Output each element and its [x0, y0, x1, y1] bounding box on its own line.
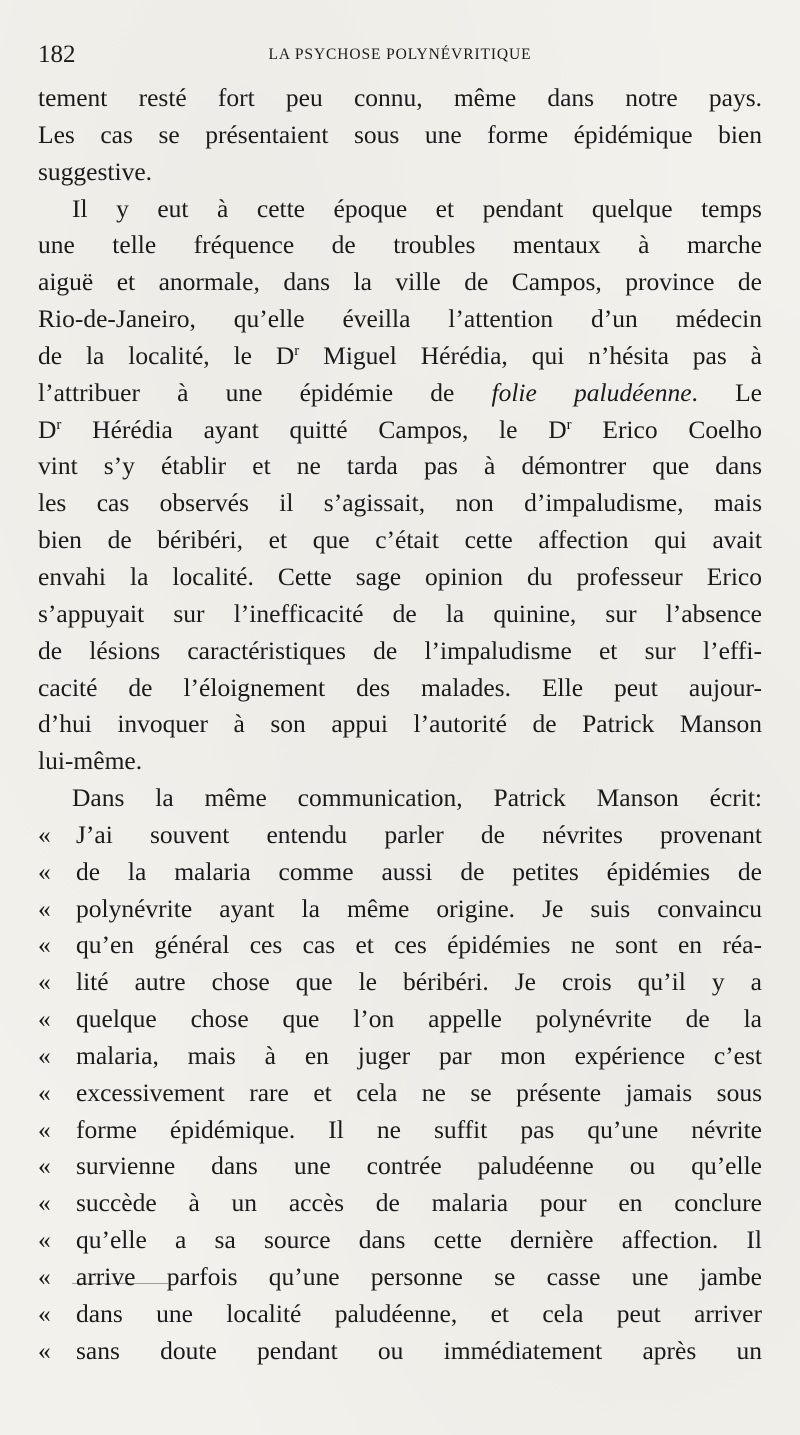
- line-text: lité autre chose que le béribéri. Je crois qu’il y a: [76, 967, 762, 997]
- text-line: [38, 891, 762, 928]
- line-text: quelque chose que l’on appelle polynévrite de la: [76, 1004, 762, 1034]
- footnote-rule: [72, 1283, 168, 1284]
- body-text: [38, 80, 762, 1370]
- text-line: [38, 670, 762, 707]
- line-text: qu’en général ces cas et ces épidémies ne sont en réa-: [76, 930, 762, 960]
- quote-mark: «: [38, 1298, 51, 1328]
- text-line: [38, 596, 762, 633]
- quote-mark: «: [38, 1114, 51, 1144]
- text-line: [38, 927, 762, 964]
- text-line: [38, 1075, 762, 1112]
- line-text: de lésions caractéristiques de l’impaludisme et sur l’effi-: [38, 635, 762, 665]
- line-text: aiguë et anormale, dans la ville de Campos, province de: [38, 267, 762, 297]
- quote-mark: «: [38, 1077, 51, 1107]
- quote-mark: «: [38, 1225, 51, 1255]
- line-text: polynévrite ayant la même origine. Je suis convaincu: [76, 893, 762, 923]
- text-line: [38, 1333, 762, 1370]
- line-text: arrive parfois qu’une personne se casse une jambe: [76, 1262, 762, 1291]
- page-header: [38, 38, 762, 72]
- text-line: [38, 780, 762, 817]
- quote-mark: «: [38, 1040, 51, 1070]
- line-text: bien de béribéri, et que c’était cette affection qui avait: [38, 525, 762, 555]
- line-text: une telle fréquence de troubles mentaux à marche: [38, 230, 762, 260]
- quote-mark: «: [38, 893, 51, 923]
- text-line: [38, 1296, 762, 1333]
- line-text: . Le: [691, 377, 762, 407]
- quote-mark: «: [38, 1335, 51, 1365]
- line-text: Miguel Hérédia, qui n’hésita pas à: [299, 340, 762, 370]
- text-line: [38, 117, 762, 154]
- line-text: Dans la même communication, Patrick Manson écrit:: [72, 783, 762, 813]
- text-line: [38, 854, 762, 891]
- line-text: D: [38, 414, 57, 444]
- quote-mark: «: [38, 819, 51, 849]
- line-text: sans doute pendant ou immédiatement après un: [76, 1335, 762, 1365]
- quote-mark: «: [38, 856, 51, 886]
- line-text: forme épidémique. Il ne suffit pas qu’une névrite: [76, 1114, 762, 1144]
- text-line: [38, 264, 762, 301]
- text-line: [38, 1038, 762, 1075]
- line-text: Il y eut à cette époque et pendant quelque temps: [72, 193, 762, 223]
- superscript: r: [566, 416, 572, 433]
- line-text: suggestive.: [38, 156, 153, 186]
- line-text: de la malaria comme aussi de petites épidémies de: [76, 856, 762, 886]
- line-text: cacité de l’éloignement des malades. Elle peut aujour-: [38, 672, 762, 702]
- text-line: [38, 817, 762, 854]
- line-text: Rio-de-Janeiro, qu’elle éveilla l’attention d’un médecin: [38, 304, 762, 334]
- quote-mark: «: [38, 930, 51, 960]
- line-text: vint s’y établir et ne tarda pas à démontrer que dans: [38, 451, 762, 481]
- text-line: [38, 1259, 762, 1296]
- line-text: les cas observés il s’agissait, non d’impaludisme, mais: [38, 488, 762, 518]
- italic-text: folie paludéenne: [491, 377, 692, 407]
- text-line: [38, 1001, 762, 1038]
- text-line: [38, 80, 762, 117]
- line-text: qu’elle a sa source dans cette dernière affection. Il: [76, 1225, 762, 1255]
- line-text: malaria, mais à en juger par mon expérience c’est: [76, 1040, 762, 1070]
- text-line: [38, 706, 762, 743]
- text-line: [38, 485, 762, 522]
- text-line: [38, 1222, 762, 1259]
- line-text: succède à un accès de malaria pour en conclure: [76, 1188, 762, 1218]
- quote-mark: «: [38, 1004, 51, 1034]
- line-text: excessivement rare et cela ne se présente jamais sous: [76, 1077, 762, 1107]
- quote-mark: «: [38, 1262, 51, 1291]
- text-line: [38, 375, 762, 412]
- line-text: tement resté fort peu connu, même dans notre pays.: [38, 83, 762, 112]
- text-line: [38, 448, 762, 485]
- text-line: [38, 227, 762, 264]
- line-text: lui-même.: [38, 746, 143, 776]
- line-text: de la localité, le D: [38, 340, 295, 370]
- page-number: 182: [38, 41, 76, 68]
- line-text: J’ai souvent entendu parler de névrites provenant: [76, 819, 762, 849]
- line-text: Les cas se présentaient sous une forme épidémique bien: [38, 119, 762, 149]
- text-line: [38, 633, 762, 670]
- quote-mark: «: [38, 967, 51, 997]
- superscript: r: [56, 416, 62, 433]
- text-line: [38, 154, 762, 191]
- line-text: survienne dans une contrée paludéenne ou qu’elle: [76, 1151, 762, 1181]
- text-line: [38, 412, 762, 449]
- line-text: d’hui invoquer à son appui l’autorité de Patrick Manson: [38, 709, 762, 739]
- line-text: l’attribuer à une épidémie de: [38, 377, 492, 407]
- line-text: s’appuyait sur l’inefficacité de la quinine, sur l’absence: [38, 598, 762, 628]
- superscript: r: [294, 342, 300, 359]
- text-line: [38, 522, 762, 559]
- quote-mark: «: [38, 1151, 51, 1181]
- running-title: LA PSYCHOSE POLYNÉVRITIQUE: [268, 46, 532, 63]
- text-line: [38, 301, 762, 338]
- text-line: [38, 743, 762, 780]
- text-line: [38, 964, 762, 1001]
- line-text: envahi la localité. Cette sage opinion du professeur Erico: [38, 561, 762, 591]
- line-text: Erico Coelho: [571, 414, 762, 444]
- text-line: [38, 1148, 762, 1185]
- line-text: dans une localité paludéenne, et cela peut arriver: [76, 1298, 762, 1328]
- text-line: [38, 1112, 762, 1149]
- text-line: [38, 1185, 762, 1222]
- text-line: [38, 191, 762, 228]
- text-line: [38, 559, 762, 596]
- line-text: Hérédia ayant quitté Campos, le D: [61, 414, 567, 444]
- text-line: [38, 338, 762, 375]
- quote-mark: «: [38, 1188, 51, 1218]
